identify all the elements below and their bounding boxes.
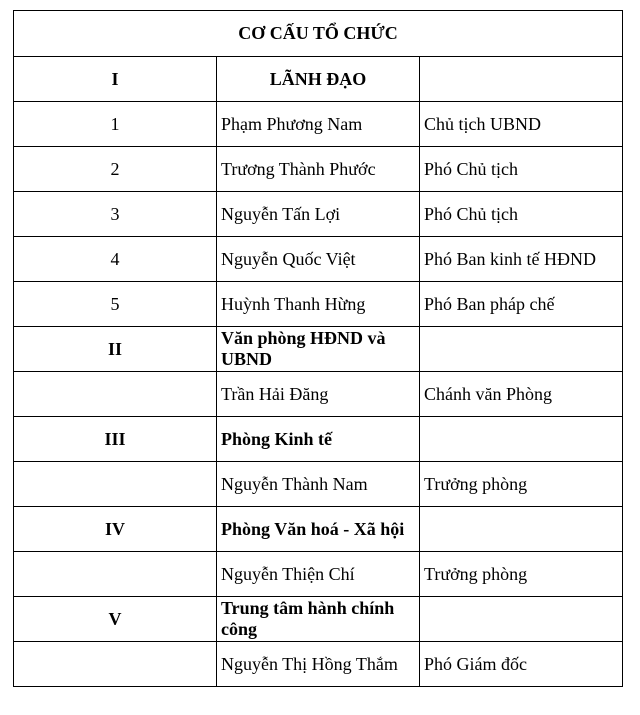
table-title: CƠ CẤU TỔ CHỨC [14, 11, 623, 57]
member-role: Phó Ban pháp chế [420, 282, 623, 327]
section-row [14, 597, 623, 642]
member-role: Chủ tịch UBND [420, 102, 623, 147]
member-index: 5 [14, 282, 217, 327]
member-name: Huỳnh Thanh Hừng [217, 282, 420, 327]
member-row [14, 282, 623, 327]
member-name: Trương Thành Phước [217, 147, 420, 192]
member-row [14, 552, 623, 597]
section-row [14, 507, 623, 552]
member-index [14, 372, 217, 417]
member-row [14, 237, 623, 282]
member-row [14, 372, 623, 417]
member-role: Phó Ban kinh tế HĐND [420, 237, 623, 282]
org-structure-table [13, 10, 623, 687]
member-name: Phạm Phương Nam [217, 102, 420, 147]
section-number: IV [14, 507, 217, 552]
section-number: III [14, 417, 217, 462]
member-name: Trần Hải Đăng [217, 372, 420, 417]
member-role: Chánh văn Phòng [420, 372, 623, 417]
section-row [14, 327, 623, 372]
section-number: V [14, 597, 217, 642]
member-index [14, 552, 217, 597]
member-index [14, 642, 217, 687]
section-name: Phòng Kinh tế [217, 417, 420, 462]
section-name: LÃNH ĐẠO [217, 57, 420, 102]
member-name: Nguyễn Quốc Việt [217, 237, 420, 282]
member-index [14, 462, 217, 507]
member-row [14, 147, 623, 192]
member-role: Phó Chủ tịch [420, 192, 623, 237]
member-role: Phó Chủ tịch [420, 147, 623, 192]
member-name: Nguyễn Thành Nam [217, 462, 420, 507]
section-name: Văn phòng HĐND và UBND [217, 327, 420, 372]
member-name: Nguyễn Thiện Chí [217, 552, 420, 597]
member-role: Trưởng phòng [420, 462, 623, 507]
section-role-empty [420, 597, 623, 642]
org-table-body [14, 11, 623, 687]
section-row [14, 57, 623, 102]
member-row [14, 102, 623, 147]
section-role-empty [420, 507, 623, 552]
section-row [14, 417, 623, 462]
member-index: 3 [14, 192, 217, 237]
member-role: Phó Giám đốc [420, 642, 623, 687]
member-index: 2 [14, 147, 217, 192]
section-role-empty [420, 57, 623, 102]
member-index: 4 [14, 237, 217, 282]
section-name: Trung tâm hành chính công [217, 597, 420, 642]
section-number: II [14, 327, 217, 372]
member-row [14, 192, 623, 237]
member-role: Trưởng phòng [420, 552, 623, 597]
title-row [14, 11, 623, 57]
section-role-empty [420, 327, 623, 372]
member-name: Nguyễn Tấn Lợi [217, 192, 420, 237]
member-index: 1 [14, 102, 217, 147]
section-number: I [14, 57, 217, 102]
member-name: Nguyễn Thị Hồng Thắm [217, 642, 420, 687]
section-role-empty [420, 417, 623, 462]
member-row [14, 462, 623, 507]
member-row [14, 642, 623, 687]
section-name: Phòng Văn hoá - Xã hội [217, 507, 420, 552]
